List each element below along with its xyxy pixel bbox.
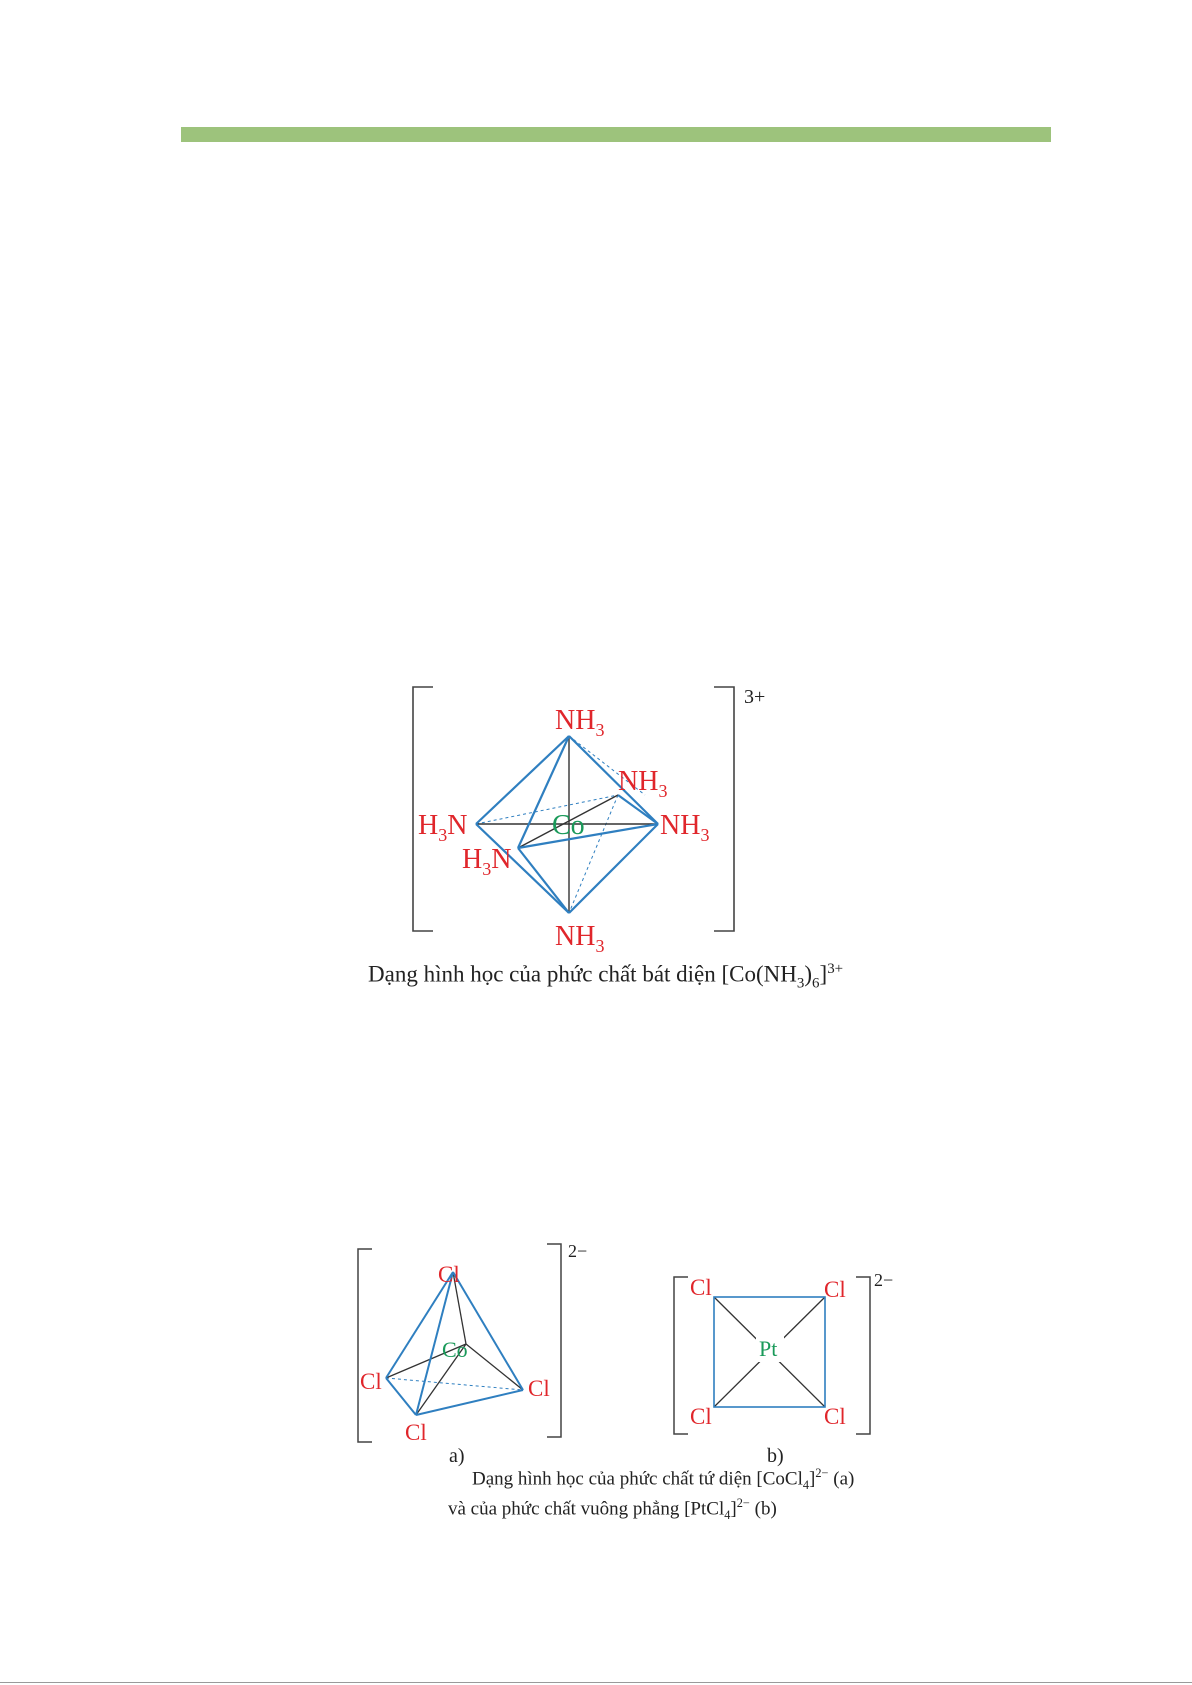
ligand-bottom-label: $NH_3$ <box>555 921 605 956</box>
ligand-front-left-label: $H_3N$ <box>462 844 512 879</box>
charge-label: 3+ <box>744 686 766 708</box>
tetra-ligand-right-label: Cl <box>528 1376 550 1401</box>
right-bracket-b <box>856 1277 870 1434</box>
square-charge-label: 2− <box>874 1270 894 1290</box>
panel-b-label: b) <box>767 1445 784 1467</box>
figure1-caption: Dạng hình học của phức chất bát diện $[Co(NH_3)_6]^{3+}$ <box>368 961 844 992</box>
figure2-caption-line1: Dạng hình học của phức chất tứ diện [CoCl$_4$]$^{2-}$ (a) <box>472 1466 855 1493</box>
square-ligand-top-right-label: Cl <box>824 1277 846 1302</box>
tetra-ligand-left-label: Cl <box>360 1369 382 1394</box>
ligand-left-label: $H_3N$ <box>418 810 468 845</box>
square-ligand-bottom-right-label: Cl <box>824 1404 846 1429</box>
tetra-ligand-bottom-label: Cl <box>405 1420 427 1445</box>
square-metal-label: Pt <box>759 1336 778 1361</box>
page-bottom-rule <box>0 1682 1192 1683</box>
tetra-metal-label: Co <box>442 1337 468 1362</box>
panel-a-label: a) <box>449 1445 465 1467</box>
tetra-ligand-top-label: Cl <box>438 1262 460 1287</box>
square-ligand-bottom-left-label: Cl <box>690 1404 712 1429</box>
left-bracket-b <box>674 1277 688 1434</box>
tetra-charge-label: 2− <box>568 1241 588 1261</box>
square-ligand-top-left-label: Cl <box>690 1275 712 1300</box>
ligand-back-right-label: $NH_3$ <box>618 766 668 801</box>
figure2-caption-line2: và của phức chất vuông phẳng [PtCl$_4$]$^{2-}$ (b) <box>448 1496 777 1523</box>
ligand-top-label: $NH_3$ <box>555 705 605 740</box>
ligand-right-label: $NH_3$ <box>660 810 710 845</box>
metal-center-label: Co <box>552 810 585 841</box>
